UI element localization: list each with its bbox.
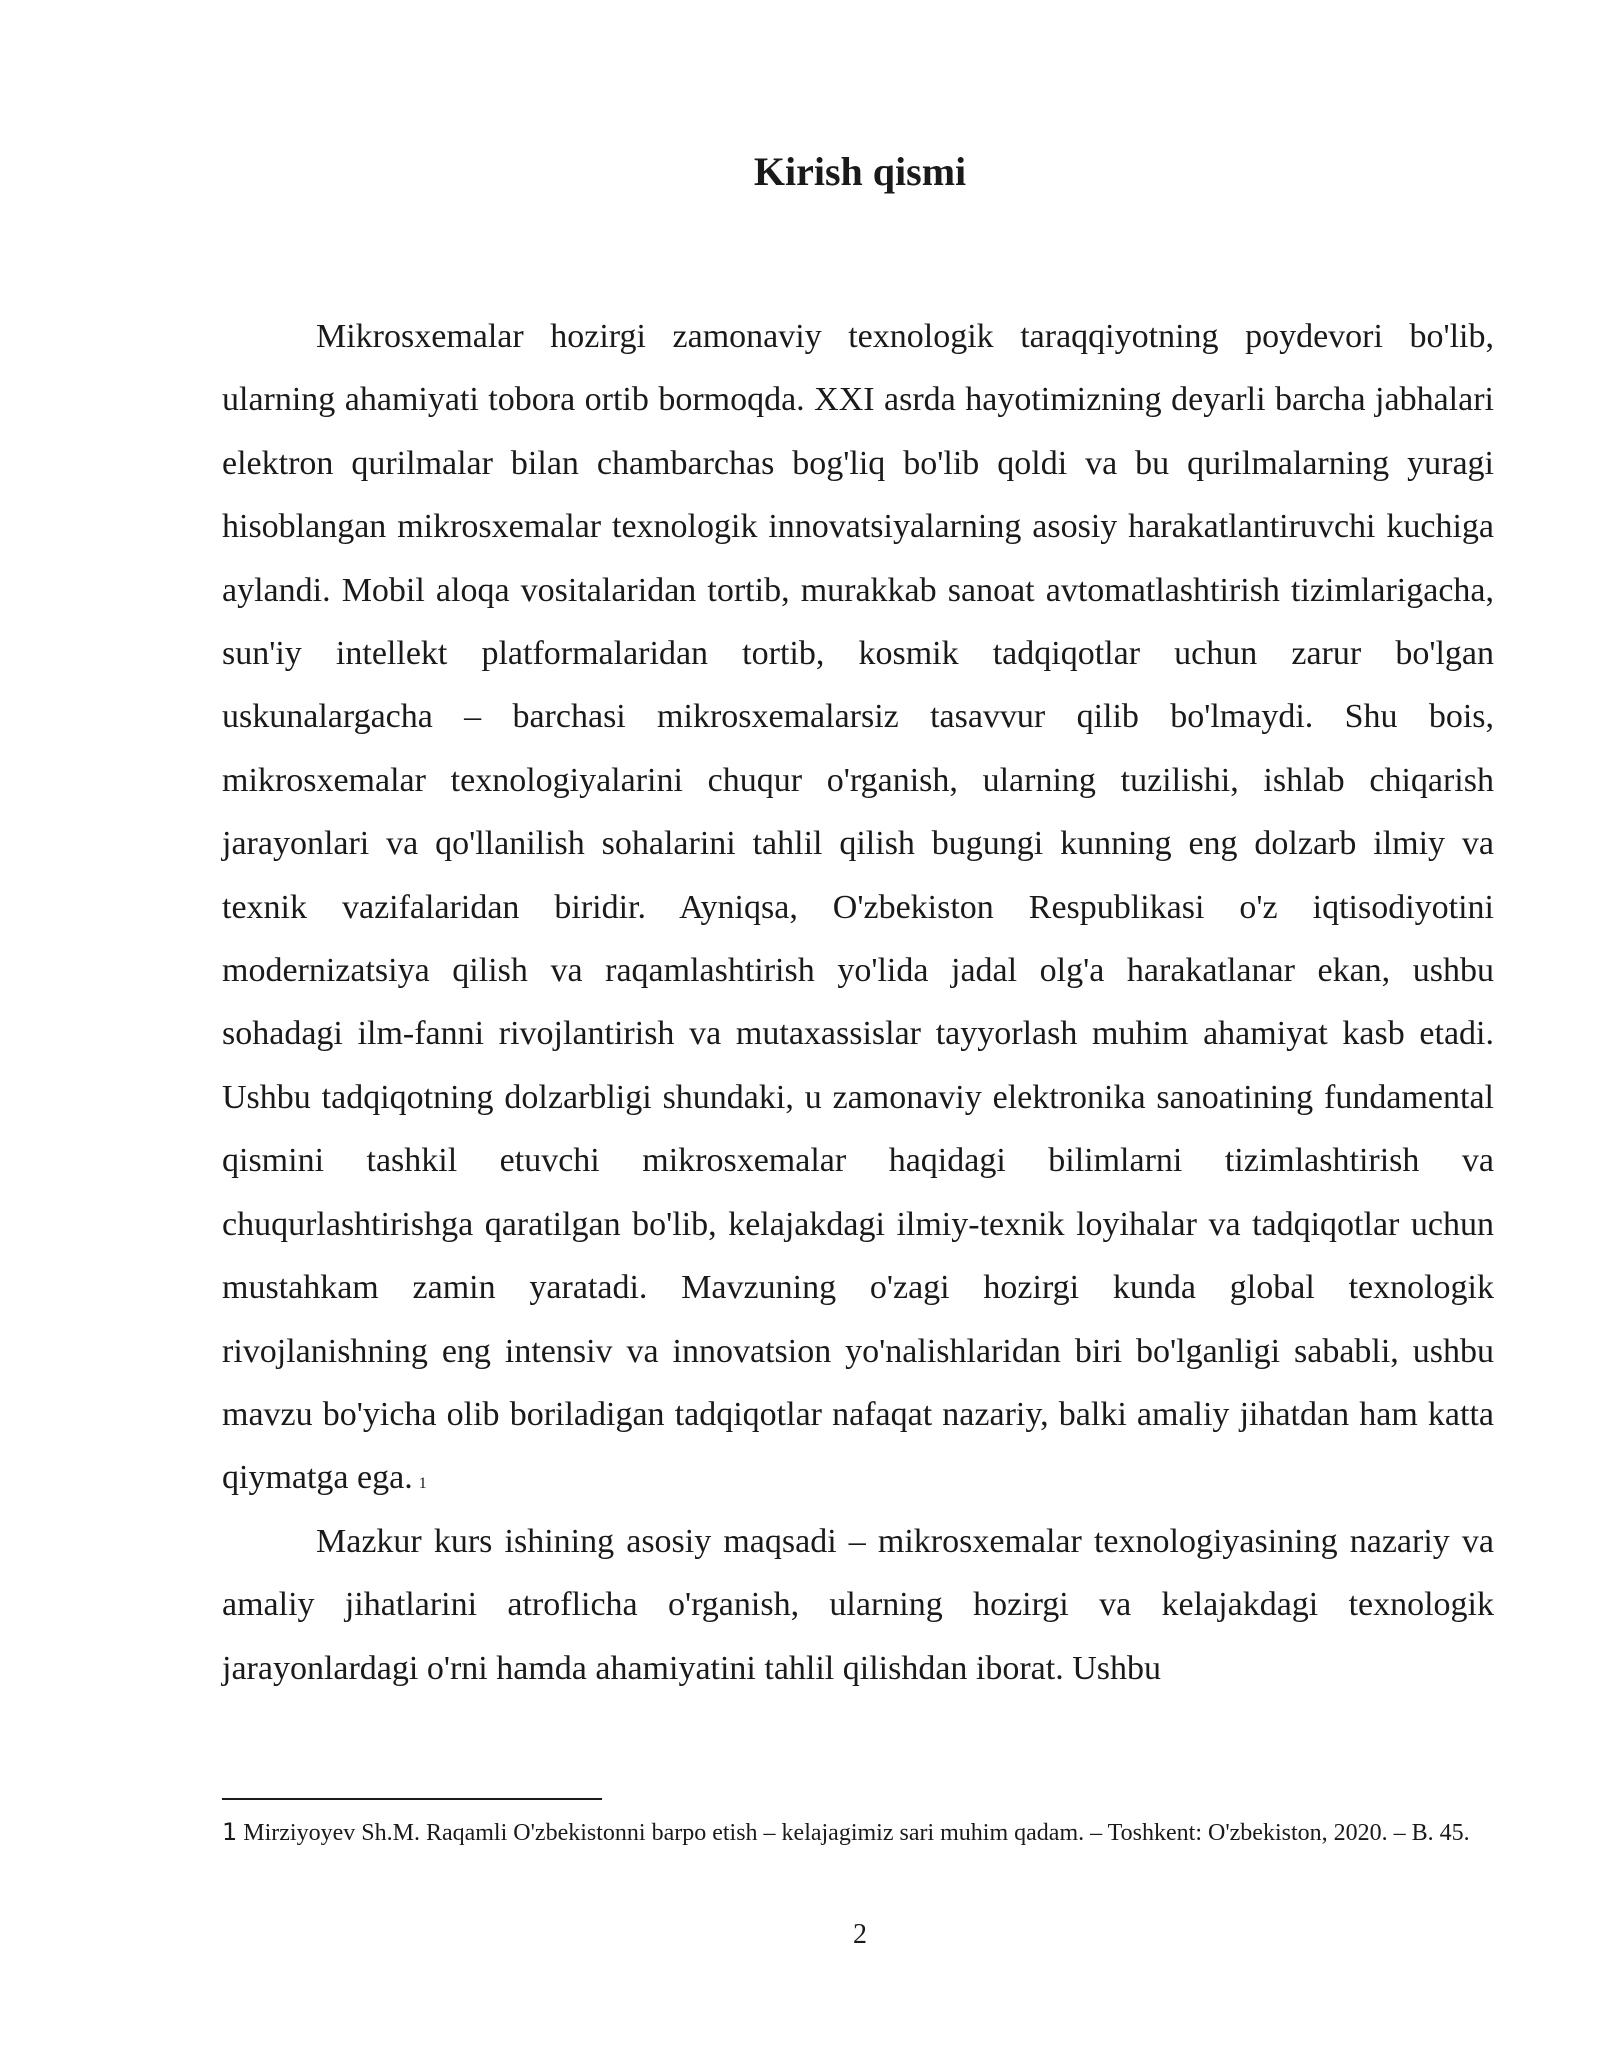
footnote-text: Mirziyoyev Sh.M. Raqamli O'zbekistonni barpo etish – kelajagimiz sari muhim qadam. – Toshkent: O'zbekiston, 2020. – B. 45.	[237, 1820, 1470, 1846]
paragraph-2-text: Mazkur kurs ishining asosiy maqsadi – mikrosxemalar texnologiyasining nazariy va amaliy jihatlarini atroflicha o'rganish, ularning hozirgi va kelajakdagi texnologik jarayonlardagi o'rni hamda ahamiyatini tahlil qilishdan iborat. Ushbu	[222, 1522, 1494, 1687]
footnote-number: 1	[222, 1818, 238, 1846]
paragraph-1	[222, 305, 1494, 1510]
body-text	[222, 305, 1494, 1700]
footnote	[222, 1814, 1494, 1851]
page-title: Kirish qismi	[753, 149, 967, 194]
paragraph-1-text: Mikrosxemalar hozirgi zamonaviy texnologik taraqqiyotning poydevori bo'lib, ularning ahamiyati tobora ortib bormoqda. XXI asrda hayotimizning deyarli barcha jabhalari elektron qurilmalar bilan chambarchas bog'liq bo'lib qoldi va bu qurilmalarning yuragi hisoblangan mikrosxemalar texnologik innovatsiyalarning asosiy harakatlantiruvchi kuchiga aylandi. Mobil aloqa vositalaridan tortib, murakkab sanoat avtomatlashtirish tizimlarigacha, sun'iy intellekt platformalaridan tortib, kosmik tadqiqotlar uchun zarur bo'lgan uskunalargacha – barchasi mikrosxemalarsiz tasavvur qilib bo'lmaydi. Shu bois, mikrosxemalar texnologiyalarini chuqur o'rganish, ularning tuzilishi, ishlab chiqarish jarayonlari va qo'llanilish sohalarini tahlil qilish bugungi kunning eng dolzarb ilmiy va texnik vazifalaridan biridir. Ayniqsa, O'zbekiston Respublikasi o'z iqtisodiyotini modernizatsiya qilish va raqamlashtirish yo'lida jadal olg'a harakatlanar ekan, ushbu sohadagi ilm-fanni rivojlantirish va mutaxassislar tayyorlash muhim ahamiyat kasb etadi. Ushbu tadqiqotning dolzarbligi shundaki, u zamonaviy elektronika sanoatining fundamental qismini tashkil etuvchi mikrosxemalar haqidagi bilimlarni tizimlashtirish va chuqurlashtirishga qaratilgan bo'lib, kelajakdagi ilmiy-texnik loyihalar va tadqiqotlar uchun mustahkam zamin yaratadi. Mavzuning o'zagi hozirgi kunda global texnologik rivojlanishning eng intensiv va innovatsion yo'nalishlaridan biri bo'lganligi sababli, ushbu mavzu bo'yicha olib boriladigan tadqiqotlar nafaqat nazariy, balki amaliy jihatdan ham katta qiymatga ega.	[222, 318, 1494, 1497]
footnote-reference[interactable]: 1	[418, 1475, 427, 1493]
page-number: 2	[853, 1919, 867, 1950]
footnote-separator	[222, 1798, 602, 1800]
paragraph-2	[222, 1510, 1494, 1700]
